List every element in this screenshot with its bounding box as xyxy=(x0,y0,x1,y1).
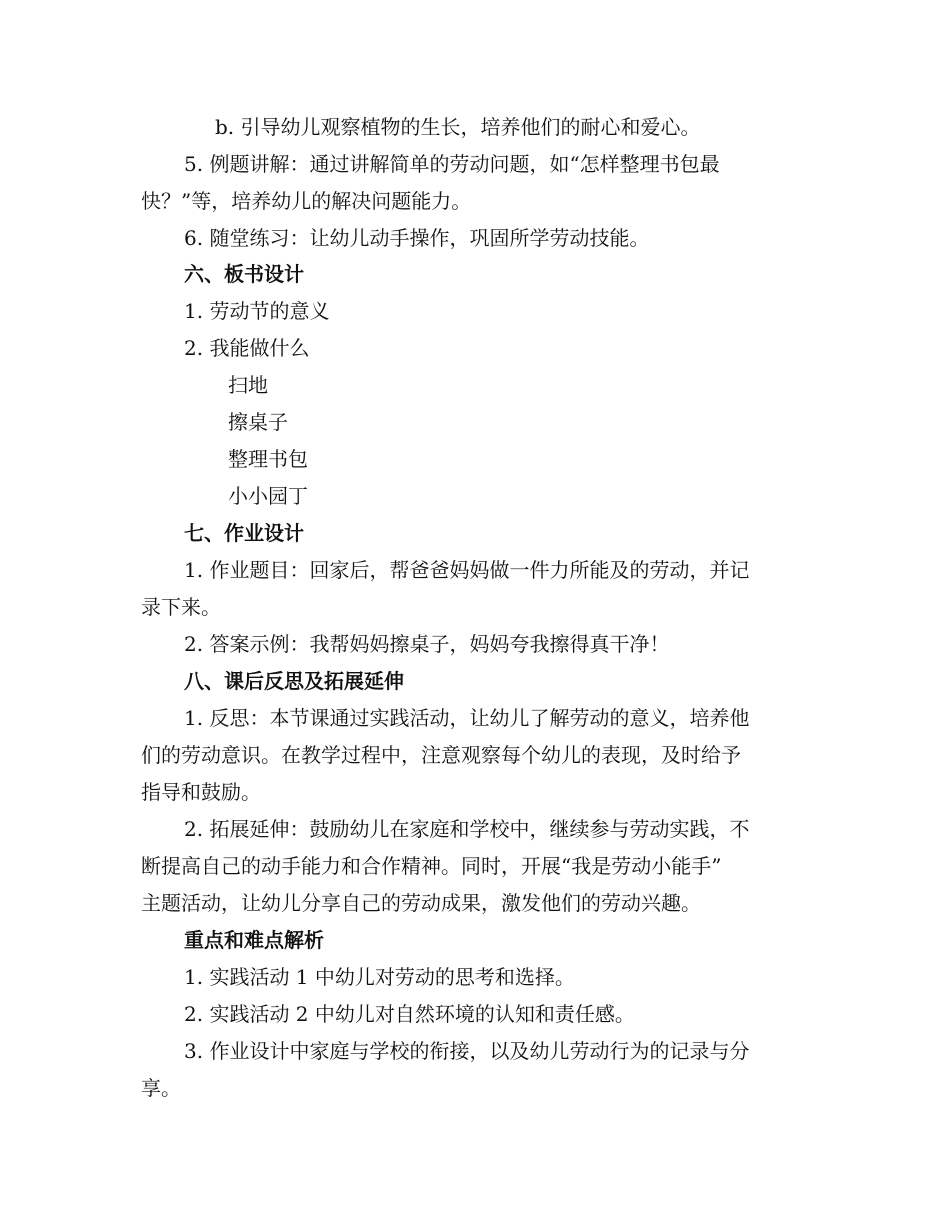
paragraph-line: 主题活动，让幼儿分享自己的劳动成果，激发他们的劳动兴趣。 xyxy=(141,891,701,915)
paragraph-line: 快？”等，培养幼儿的解决问题能力。 xyxy=(141,189,472,213)
paragraph-line: 们的劳动意识。在教学过程中，注意观察每个幼儿的表现，及时给予 xyxy=(141,743,741,767)
section-heading: 六、板书设计 xyxy=(184,262,304,286)
paragraph-line: 断提高自己的动手能力和合作精神。同时，开展“我是劳动小能手” xyxy=(141,854,722,878)
sub-list-item: 擦桌子 xyxy=(228,410,288,434)
paragraph-line: 1. 作业题目：回家后，帮爸爸妈妈做一件力所能及的劳动，并记 xyxy=(184,558,750,582)
list-item: 1. 实践活动 1 中幼儿对劳动的思考和选择。 xyxy=(184,965,575,989)
paragraph-line: 1. 反思：本节课通过实践活动，让幼儿了解劳动的意义，培养他 xyxy=(184,706,750,730)
sub-list-item: 整理书包 xyxy=(228,447,308,471)
paragraph-line: 6. 随堂练习：让幼儿动手操作，巩固所学劳动技能。 xyxy=(184,226,650,250)
paragraph-line: 指导和鼓励。 xyxy=(141,780,261,804)
paragraph-line: 享。 xyxy=(141,1076,181,1100)
paragraph-line: 录下来。 xyxy=(141,595,221,619)
list-item: 2. 实践活动 2 中幼儿对自然环境的认知和责任感。 xyxy=(184,1002,635,1026)
list-item: 1. 劳动节的意义 xyxy=(184,299,330,323)
paragraph-line: b. 引导幼儿观察植物的生长，培养他们的耐心和爱心。 xyxy=(215,115,701,139)
list-item: 2. 我能做什么 xyxy=(184,336,310,360)
sub-list-item: 扫地 xyxy=(228,373,268,397)
section-heading: 八、课后反思及拓展延伸 xyxy=(184,669,404,693)
section-heading: 七、作业设计 xyxy=(184,521,304,545)
paragraph-line: 2. 拓展延伸：鼓励幼儿在家庭和学校中，继续参与劳动实践，不 xyxy=(184,817,750,841)
paragraph-line: 5. 例题讲解：通过讲解简单的劳动问题，如“怎样整理书包最 xyxy=(184,152,720,176)
sub-list-item: 小小园丁 xyxy=(228,484,308,508)
paragraph-line: 2. 答案示例：我帮妈妈擦桌子，妈妈夸我擦得真干净！ xyxy=(184,632,670,656)
list-item: 3. 作业设计中家庭与学校的衔接，以及幼儿劳动行为的记录与分 xyxy=(184,1039,750,1063)
section-heading: 重点和难点解析 xyxy=(184,928,324,952)
